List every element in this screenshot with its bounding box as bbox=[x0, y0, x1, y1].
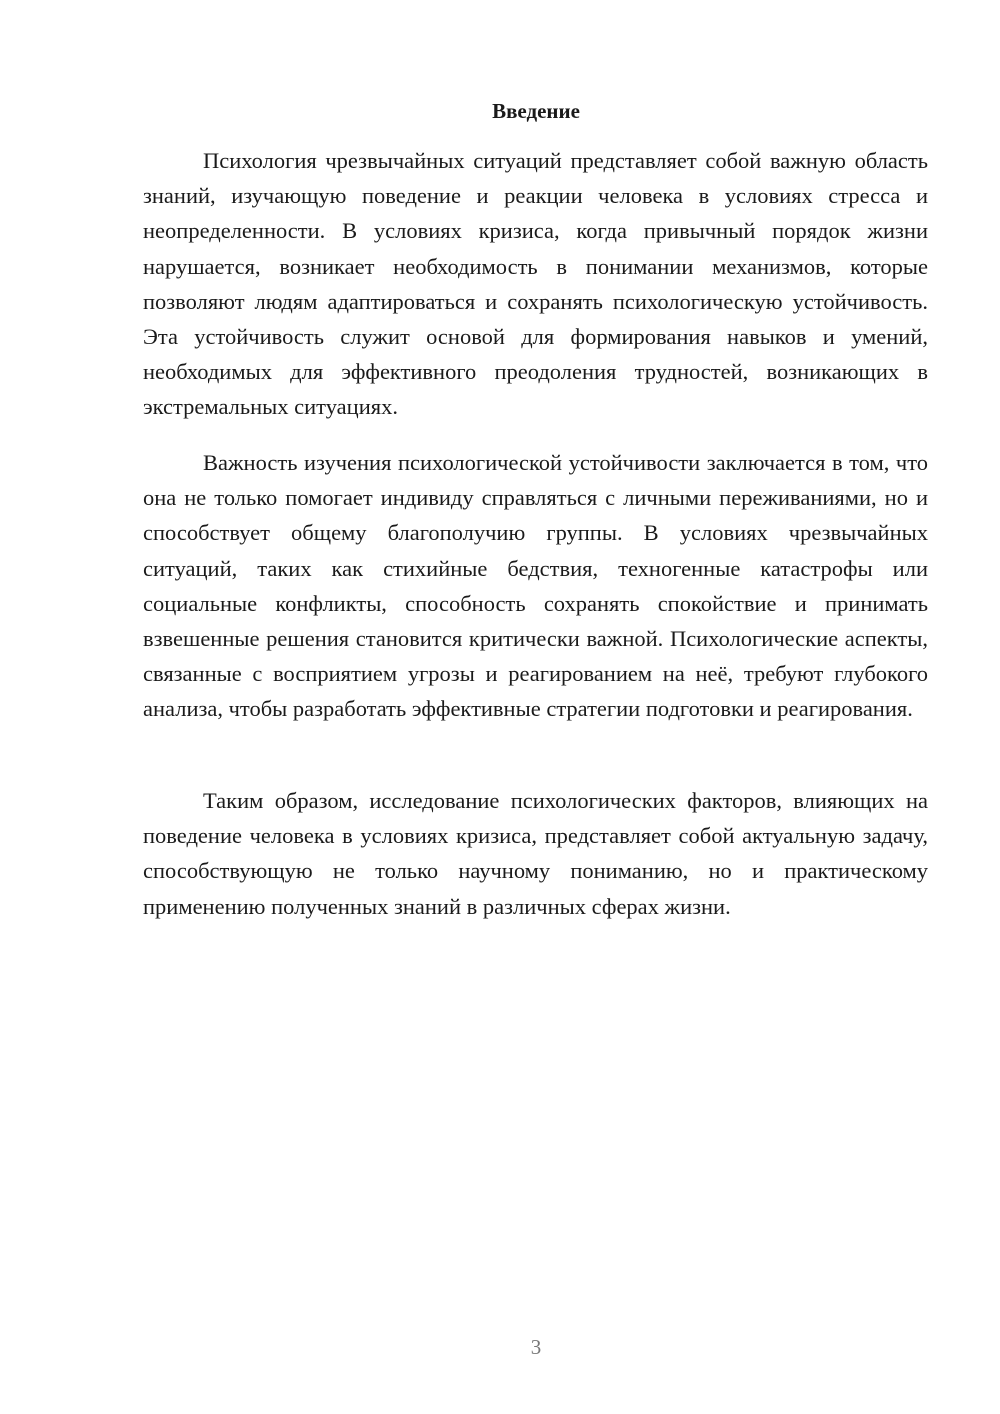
page-number: 3 bbox=[530, 1335, 542, 1359]
paragraph-3: Таким образом, исследование психологических факторов, влияющих на поведение человека в условиях кризиса, представляет собой актуальную задачу, способствующую не только научному пониманию, но и практическому применению полученных знаний в различных сферах жизни. bbox=[143, 788, 928, 919]
page-title: Введение bbox=[492, 99, 580, 123]
paragraph-1: Психология чрезвычайных ситуаций представляет собой важную область знаний, изучающую поведение и реакции человека в условиях стресса и неопределенности. В условиях кризиса, когда привычный порядок жизни нарушается, возникает необходимость в понимании механизмов, которые позволяют людям адаптироваться и сохранять психологическую устойчивость. Эта устойчивость служит основой для формирования навыков и умений, необходимых для эффективного преодоления трудностей, возникающих в экстремальных ситуациях. bbox=[143, 148, 928, 420]
paragraph-2: Важность изучения психологической устойчивости заключается в том, что она не только помогает индивиду справляться с личными переживаниями, но и способствует общему благополучию группы. В условиях чрезвычайных ситуаций, таких как стихийные бедствия, техногенные катастрофы или социальные конфликты, способность сохранять спокойствие и принимать взвешенные решения становится критически важной. Психологические аспекты, связанные с восприятием угрозы и реагированием на неё, требуют глубокого анализа, чтобы разработать эффективные стратегии подготовки и реагирования. bbox=[143, 450, 928, 722]
